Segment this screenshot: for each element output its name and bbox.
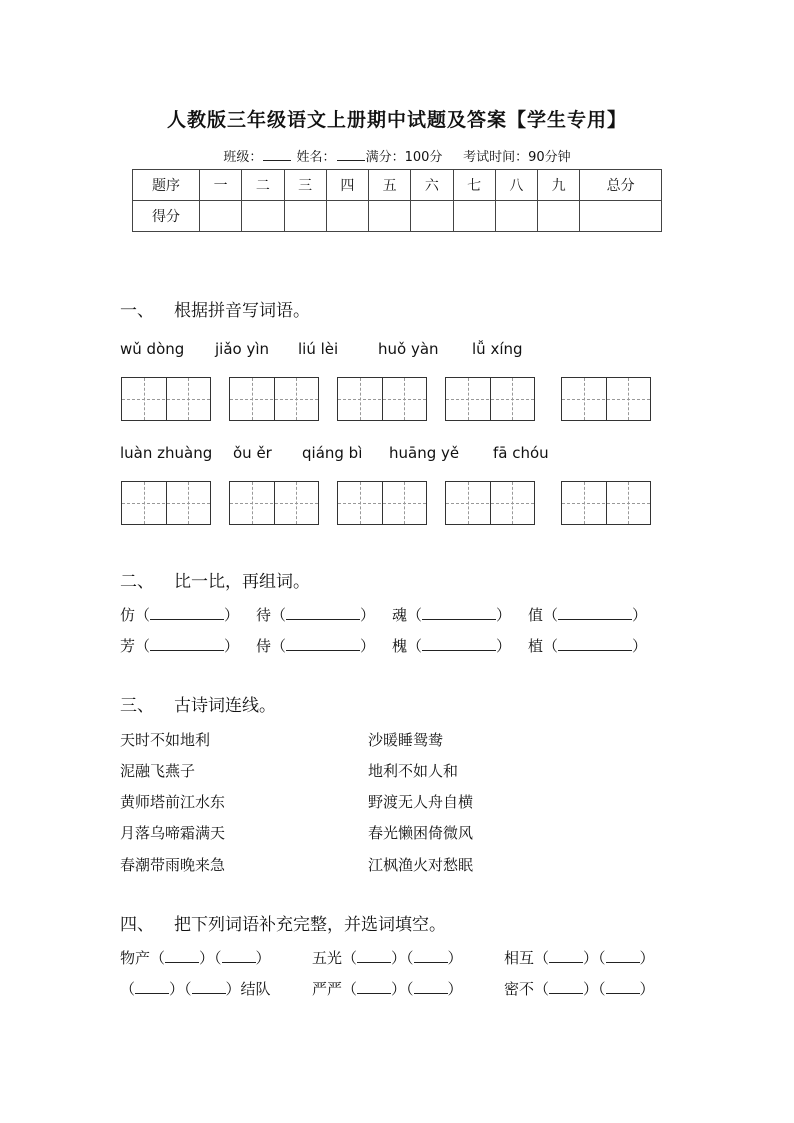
score-table-header-row xyxy=(133,170,662,201)
section-title: 根据拼音写词语。 xyxy=(174,301,310,321)
name-blank[interactable] xyxy=(337,148,365,161)
poem-right-line[interactable]: 地利不如人和 xyxy=(368,762,459,780)
class-blank[interactable] xyxy=(263,148,291,161)
exam-info xyxy=(0,146,794,165)
answer-blank[interactable] xyxy=(150,637,224,651)
section-title: 比一比，再组词。 xyxy=(174,572,310,592)
compare-item: 芳（ ） xyxy=(120,637,240,655)
score-row-label: 得分 xyxy=(133,201,200,232)
name-label: 姓名： xyxy=(296,150,336,165)
answer-blank[interactable] xyxy=(222,949,256,963)
writing-grid[interactable] xyxy=(337,481,427,525)
pinyin-item: huāng yě xyxy=(389,444,460,462)
poem-right-line[interactable]: 野渡无人舟自横 xyxy=(368,793,474,811)
score-header-cell: 五 xyxy=(369,170,411,201)
section-title: 古诗词连线。 xyxy=(174,696,276,716)
page-title: 人教版三年级语文上册期中试题及答案【学生专用】 xyxy=(166,109,627,131)
idiom-prefix: 严严 xyxy=(312,980,343,998)
pinyin-item: jiǎo yìn xyxy=(215,340,270,358)
score-header-cell: 二 xyxy=(242,170,284,201)
answer-blank[interactable] xyxy=(606,949,640,963)
pinyin-item: ǒu ěr xyxy=(233,444,272,462)
compare-item: 侍（ ） xyxy=(256,637,376,655)
pinyin-item: qiáng bì xyxy=(302,444,363,462)
pinyin-item: luàn zhuàng xyxy=(120,444,213,462)
pinyin-item: wǔ dòng xyxy=(120,340,185,358)
compare-item: 仿（ ） xyxy=(120,606,240,624)
poem-right-line[interactable]: 春光懒困倚微风 xyxy=(368,824,474,842)
answer-blank[interactable] xyxy=(286,637,360,651)
compare-char: 槐 xyxy=(392,637,408,655)
writing-grid[interactable] xyxy=(121,377,211,421)
compare-item: 植（ ） xyxy=(528,637,648,655)
writing-grid[interactable] xyxy=(445,377,535,421)
score-table-score-row xyxy=(133,201,662,232)
compare-char: 芳 xyxy=(120,637,136,655)
answer-blank[interactable] xyxy=(150,606,224,620)
section-number: 三、 xyxy=(120,696,154,716)
compare-item: 魂（ ） xyxy=(392,606,512,624)
score-cell[interactable] xyxy=(538,201,580,232)
answer-blank[interactable] xyxy=(422,606,496,620)
idiom-prefix: 相互 xyxy=(504,949,535,967)
score-header-cell: 三 xyxy=(284,170,326,201)
answer-blank[interactable] xyxy=(192,980,226,994)
poem-right-line[interactable]: 江枫渔火对愁眠 xyxy=(368,856,474,874)
poem-left-line[interactable]: 春潮带雨晚来急 xyxy=(120,856,226,874)
poem-left-line[interactable]: 黄师塔前江水东 xyxy=(120,793,226,811)
score-header-cell: 一 xyxy=(200,170,242,201)
answer-blank[interactable] xyxy=(357,980,391,994)
section1-heading xyxy=(120,296,310,321)
answer-blank[interactable] xyxy=(549,980,583,994)
idiom-item: 物产（ ）（ ） xyxy=(120,949,271,967)
poem-left-line[interactable]: 天时不如地利 xyxy=(120,731,211,749)
score-cell[interactable] xyxy=(411,201,453,232)
section4-heading xyxy=(120,910,446,935)
writing-grid[interactable] xyxy=(229,481,319,525)
score-cell[interactable] xyxy=(580,201,662,232)
score-cell[interactable] xyxy=(495,201,537,232)
pinyin-item: fā chóu xyxy=(493,444,549,462)
writing-grid[interactable] xyxy=(445,481,535,525)
section-number: 一、 xyxy=(120,301,154,321)
writing-grid[interactable] xyxy=(561,377,651,421)
compare-char: 仿 xyxy=(120,606,136,624)
section3-heading xyxy=(120,691,276,716)
score-cell[interactable] xyxy=(369,201,411,232)
score-header-cell: 题序 xyxy=(133,170,200,201)
answer-blank[interactable] xyxy=(558,637,632,651)
pinyin-item: liú lèi xyxy=(298,340,339,358)
poem-left-line[interactable]: 月落乌啼霜满天 xyxy=(120,824,226,842)
score-header-cell: 六 xyxy=(411,170,453,201)
answer-blank[interactable] xyxy=(414,949,448,963)
compare-item: 值（ ） xyxy=(528,606,648,624)
pinyin-item: huǒ yàn xyxy=(378,340,439,358)
idiom-item: 五光（ ）（ ） xyxy=(312,949,463,967)
answer-blank[interactable] xyxy=(165,949,199,963)
section-title: 把下列词语补充完整，并选词填空。 xyxy=(174,915,446,935)
answer-blank[interactable] xyxy=(549,949,583,963)
section-number: 二、 xyxy=(120,572,154,592)
score-cell[interactable] xyxy=(326,201,368,232)
compare-item: 待（ ） xyxy=(256,606,376,624)
writing-grid[interactable] xyxy=(121,481,211,525)
compare-char: 待 xyxy=(256,606,272,624)
compare-char: 值 xyxy=(528,606,544,624)
answer-blank[interactable] xyxy=(414,980,448,994)
score-header-cell: 八 xyxy=(495,170,537,201)
class-label: 班级： xyxy=(223,150,263,165)
idiom-item: 密不（ ）（ ） xyxy=(504,980,655,998)
idiom-suffix: 结队 xyxy=(240,980,271,998)
pinyin-item: lǚ xíng xyxy=(472,340,523,358)
answer-blank[interactable] xyxy=(357,949,391,963)
full-score-label: 满分：100分 xyxy=(365,150,443,165)
score-header-cell: 七 xyxy=(453,170,495,201)
score-header-cell: 总分 xyxy=(580,170,662,201)
idiom-prefix: 五光 xyxy=(312,949,343,967)
score-header-cell: 九 xyxy=(538,170,580,201)
writing-grid[interactable] xyxy=(229,377,319,421)
idiom-prefix: 密不 xyxy=(504,980,535,998)
writing-grid[interactable] xyxy=(561,481,651,525)
answer-blank[interactable] xyxy=(558,606,632,620)
answer-blank[interactable] xyxy=(286,606,360,620)
answer-blank[interactable] xyxy=(135,980,169,994)
score-cell[interactable] xyxy=(242,201,284,232)
time-label: 考试时间：90分钟 xyxy=(463,150,571,165)
idiom-prefix: 物产 xyxy=(120,949,151,967)
idiom-item: 严严（ ）（ ） xyxy=(312,980,463,998)
score-cell[interactable] xyxy=(200,201,242,232)
writing-grid[interactable] xyxy=(337,377,427,421)
score-cell[interactable] xyxy=(284,201,326,232)
compare-char: 植 xyxy=(528,637,544,655)
idiom-item: （ ）（ ）结队 xyxy=(120,980,271,998)
compare-char: 魂 xyxy=(392,606,408,624)
score-cell[interactable] xyxy=(453,201,495,232)
score-header-cell: 四 xyxy=(326,170,368,201)
poem-right-line[interactable]: 沙暖睡鸳鸯 xyxy=(368,731,444,749)
poem-left-line[interactable]: 泥融飞燕子 xyxy=(120,762,196,780)
section-number: 四、 xyxy=(120,915,154,935)
score-table xyxy=(132,169,662,232)
compare-item: 槐（ ） xyxy=(392,637,512,655)
answer-blank[interactable] xyxy=(606,980,640,994)
idiom-item: 相互（ ）（ ） xyxy=(504,949,655,967)
compare-char: 侍 xyxy=(256,637,272,655)
section2-heading xyxy=(120,567,310,592)
answer-blank[interactable] xyxy=(422,637,496,651)
